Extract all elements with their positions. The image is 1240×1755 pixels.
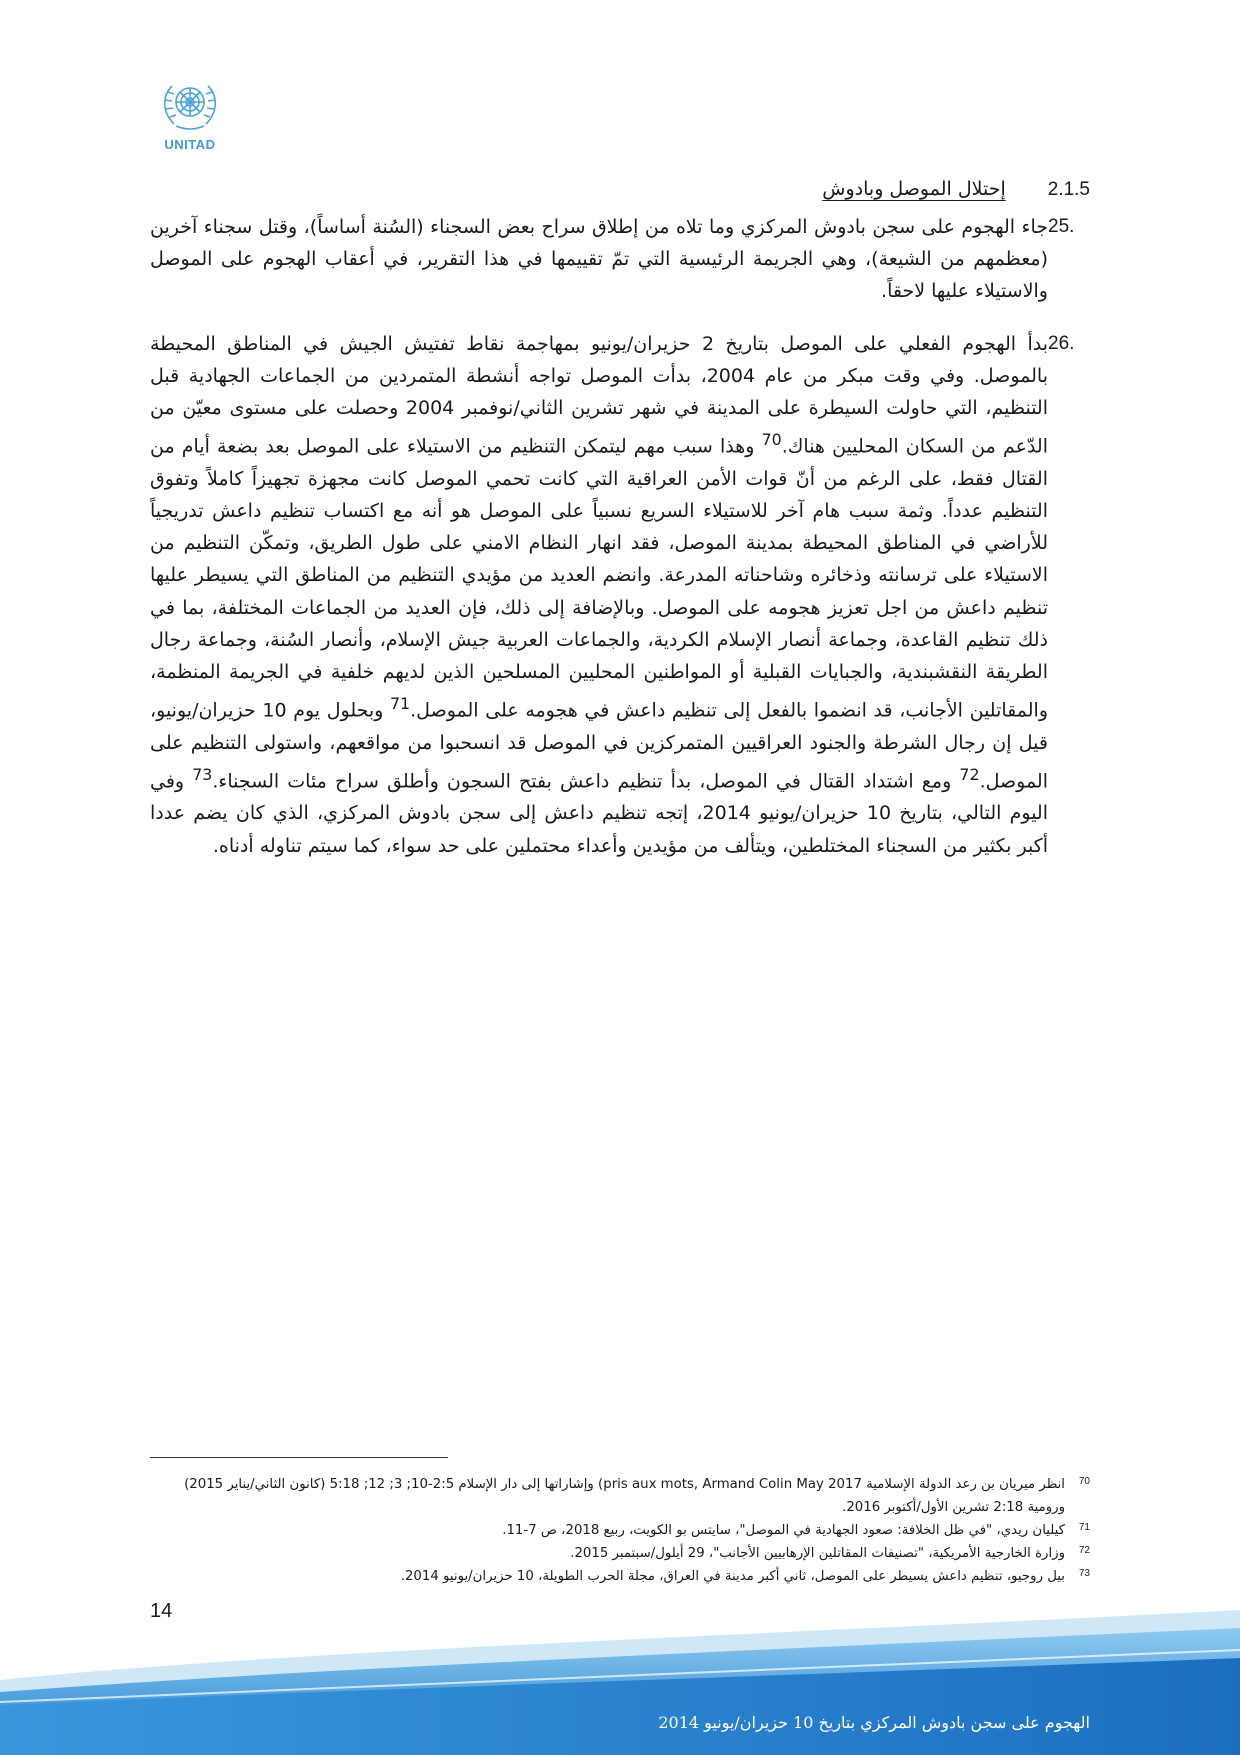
page-number: 14 [150,1600,173,1622]
footer-band [0,1610,1240,1755]
footnote-item [150,1473,1090,1519]
footnote-item [150,1565,1090,1588]
section-number: 2.1.5 [1047,179,1090,200]
unitad-logo [150,72,230,154]
paragraph-text-part: وهذا سبب مهم ليتمكن التنظيم من الاستيلاء على الموصل بعد بضعة أيام من القتال فقط، على الرغم من أنّ قوات الأمن العراقية التي كانت تحمي الموصل كانت مجهزة تجهيزاً كاملاً وتفوق التنظيم عدداً. وثمة سبب هام آخر للاستيلاء السريع نسبياً على الموصل هو أنه مع اكتساب تنظيم داعش تدريجياً للأراضي في المناطق المحيطة بمدينة الموصل، فقد انهار النظام الامني على طول الطريق، وتمكّن التنظيم من الاستيلاء على ترسانته وذخائره وشاحناته المدرعة. وانضم العديد من مؤيدي التنظيم من المناطق التي يسيطر عليها تنظيم داعش من اجل تعزيز هجومه على الموصل. وبالإضافة إلى ذلك، فإن العديد من الجماعات المختلفة، بما في ذلك تنظيم القاعدة، وجماعة أنصار الإسلام الكردية، والجماعات العربية جيش الإسلام، وأنصار السُنة، وجماعة رجال الطريقة النقشبندية، والجبايات القبلية أو المواطنين المحليين المسلحين الذين لديهم خلفية في الجريمة المنظمة، والمقاتلين الأجانب، قد انضموا بالفعل إلى تنظيم داعش في هجومه على الموصل. [150,435,1049,722]
footnote-item [150,1519,1090,1542]
footnote-text: وزارة الخارجية الأمريكية، "تصنيفات المقاتلين الإرهابيين الأجانب"، 29 أيلول/سبتمبر 2015. [570,1546,1065,1561]
paragraph-text-part: وبحلول يوم 10 حزيران/يونيو، قيل إن رجال الشرطة والجنود العراقيين المتمركزين في الموصل قد انسحبوا من مواقعهم، واستولى التنظيم على الموصل. [150,699,1048,793]
section-title: إحتلال الموصل وبادوش [822,178,1006,200]
footnote-ref[interactable]: 73 [192,764,213,784]
paragraph-text-part: ومع اشتداد القتال في الموصل، بدأ تنظيم داعش بفتح السجون وأطلق سراح مئات السجناء. [212,770,960,793]
paragraph-25 [150,211,1090,308]
footnote-text: بيل روجيو، تنظيم داعش يسيطر على الموصل، ثاني أكبر مدينة في العراق، مجلة الحرب الطويلة، 10 حزيران/يونيو 2014. [400,1569,1065,1584]
paragraph-text [150,328,1048,862]
section-heading [150,178,1090,201]
footnote-text: انظر ميريان بن رعد الدولة الإسلامية pris aux mots, Armand Colin May 2017) وإشاراتها إلى دار الإسلام 2:5-10; 3; 12; 5:18 (كانون الثاني/يناير 2015) ورومية 2:18 تشرين الأول/أكتوبر 2016. [184,1477,1065,1515]
logo-text: UNITAD [164,137,216,152]
paragraph-26 [150,328,1090,862]
footnote-ref[interactable]: 70 [761,430,782,450]
paragraph-text-part: وفي اليوم التالي، بتاريخ 10 حزيران/يونيو 2014، إتجه تنظيم داعش إلى سجن بادوش المركزي، الذي كان يضم عددا أكبر بكثير من السجناء المختلطين، ويتألف من مؤيدين وأعداء محتملين على حد سواء، كما سيتم تناوله أدناه. [150,770,1048,857]
paragraph-text-part: بدأ الهجوم الفعلي على الموصل بتاريخ 2 حزيران/يونيو بمهاجمة نقاط تفتيش الجيش في المناطق المحيطة بالموصل. وفي وقت مبكر من عام 2004، بدأت الموصل تواجه أنشطة المتمردين من الجماعات الجهادية قبل التنظيم، التي حاولت السيطرة على المدينة في شهر تشرين الثاني/نوفمبر 2004 وحصلت على مستوى معيّن من الدّعم من السكان المحليين هناك. [150,332,1048,458]
footnote-text: كيليان ريدي، "في ظل الخلافة: صعود الجهادية في الموصل"، سايتس بو الكويت، ربيع 2018، ص 7-11. [502,1523,1065,1538]
footnote-ref[interactable]: 72 [959,764,980,784]
footnote-number: 73 [1078,1568,1090,1579]
footnote-number: 72 [1078,1545,1090,1556]
paragraph-number: 25. [1048,216,1075,237]
footnotes [150,1473,1090,1588]
footnote-number: 71 [1078,1522,1090,1533]
footnote-ref[interactable]: 71 [389,694,411,714]
un-emblem-icon [152,72,228,136]
footnote-number: 70 [1078,1476,1090,1487]
footnote-item [150,1542,1090,1565]
document-body [150,178,1090,882]
wave-decoration [0,1610,1240,1755]
footer-title: الهجوم على سجن بادوش المركزي بتاريخ 10 حزيران/يونيو 2014 [658,1713,1090,1732]
paragraph-text: جاء الهجوم على سجن بادوش المركزي وما تلاه من إطلاق سراح بعض السجناء (السُنة أساساً)، وقتل سجناء آخرين (معظمهم من الشيعة)، وهي الجريمة الرئيسية التي تمّ تقييمها في هذا التقرير، في أعقاب الهجوم على الموصل والاستيلاء عليها لاحقاً. [150,216,1048,303]
paragraph-number: 26. [1048,332,1075,354]
footnote-divider [150,1457,448,1458]
